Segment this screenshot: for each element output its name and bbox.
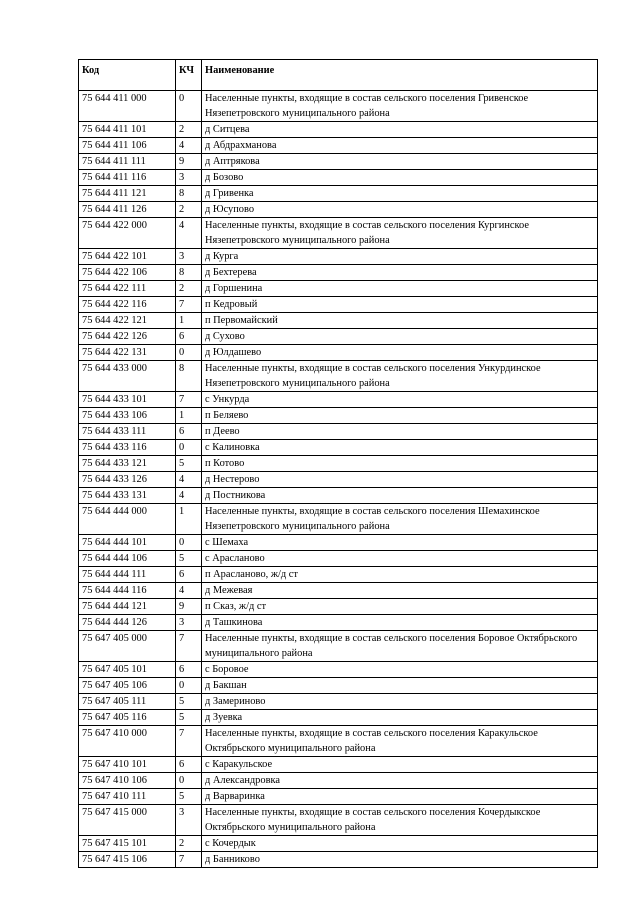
cell-name: д Ситцева — [202, 122, 598, 138]
cell-code: 75 644 411 000 — [79, 91, 176, 122]
table-row — [79, 836, 598, 852]
cell-kch: 7 — [176, 852, 202, 868]
cell-code: 75 647 405 000 — [79, 631, 176, 662]
cell-kch: 7 — [176, 726, 202, 757]
cell-kch: 9 — [176, 154, 202, 170]
cell-code: 75 644 444 121 — [79, 599, 176, 615]
cell-kch: 0 — [176, 91, 202, 122]
cell-name: Населенные пункты, входящие в состав сельского поселения Кочердыкское Октябрьского муниципального района — [202, 805, 598, 836]
table-row — [79, 805, 598, 836]
cell-code: 75 644 411 106 — [79, 138, 176, 154]
cell-code: 75 647 410 111 — [79, 789, 176, 805]
cell-code: 75 647 410 101 — [79, 757, 176, 773]
cell-name: д Бехтерева — [202, 265, 598, 281]
cell-kch: 6 — [176, 662, 202, 678]
cell-kch: 5 — [176, 694, 202, 710]
table-row — [79, 218, 598, 249]
cell-name: д Банниково — [202, 852, 598, 868]
cell-name: с Арасланово — [202, 551, 598, 567]
cell-kch: 5 — [176, 456, 202, 472]
cell-kch: 7 — [176, 631, 202, 662]
table-header-row — [79, 60, 598, 91]
cell-name: д Бакшан — [202, 678, 598, 694]
cell-kch: 4 — [176, 488, 202, 504]
cell-code: 75 644 433 131 — [79, 488, 176, 504]
table-row — [79, 631, 598, 662]
cell-name: п Котово — [202, 456, 598, 472]
table-row — [79, 472, 598, 488]
table-body — [79, 91, 598, 868]
table-row — [79, 694, 598, 710]
cell-name: д Абдрахманова — [202, 138, 598, 154]
cell-kch: 3 — [176, 805, 202, 836]
cell-kch: 8 — [176, 186, 202, 202]
cell-kch: 2 — [176, 202, 202, 218]
table-row — [79, 329, 598, 345]
cell-code: 75 644 444 126 — [79, 615, 176, 631]
cell-name: п Арасланово, ж/д ст — [202, 567, 598, 583]
header-name: Наименование — [202, 60, 598, 91]
cell-name: д Зуевка — [202, 710, 598, 726]
cell-name: Населенные пункты, входящие в состав сельского поселения Шемахинское Нязепетровского муниципального района — [202, 504, 598, 535]
table-row — [79, 662, 598, 678]
cell-kch: 4 — [176, 218, 202, 249]
table-row — [79, 599, 598, 615]
cell-kch: 6 — [176, 424, 202, 440]
cell-code: 75 644 422 121 — [79, 313, 176, 329]
table-row — [79, 265, 598, 281]
cell-name: с Калиновка — [202, 440, 598, 456]
cell-name: Населенные пункты, входящие в состав сельского поселения Каракульское Октябрьского муниципального района — [202, 726, 598, 757]
cell-name: д Варваринка — [202, 789, 598, 805]
table-row — [79, 186, 598, 202]
table-row — [79, 678, 598, 694]
table-row — [79, 170, 598, 186]
cell-kch: 1 — [176, 408, 202, 424]
header-kch: КЧ — [176, 60, 202, 91]
cell-name: д Замериново — [202, 694, 598, 710]
table-row — [79, 281, 598, 297]
cell-name: с Ункурда — [202, 392, 598, 408]
cell-name: д Александровка — [202, 773, 598, 789]
classifier-table — [78, 59, 598, 868]
table-row — [79, 91, 598, 122]
cell-code: 75 644 444 101 — [79, 535, 176, 551]
table-row — [79, 615, 598, 631]
cell-name: п Сказ, ж/д ст — [202, 599, 598, 615]
cell-kch: 0 — [176, 535, 202, 551]
table-row — [79, 297, 598, 313]
cell-kch: 0 — [176, 345, 202, 361]
cell-code: 75 644 422 126 — [79, 329, 176, 345]
cell-code: 75 644 433 121 — [79, 456, 176, 472]
cell-name: д Межевая — [202, 583, 598, 599]
cell-kch: 6 — [176, 567, 202, 583]
cell-code: 75 644 433 101 — [79, 392, 176, 408]
cell-code: 75 644 422 111 — [79, 281, 176, 297]
cell-code: 75 647 405 101 — [79, 662, 176, 678]
table-row — [79, 551, 598, 567]
cell-code: 75 644 411 101 — [79, 122, 176, 138]
table-row — [79, 583, 598, 599]
cell-code: 75 644 422 000 — [79, 218, 176, 249]
cell-kch: 5 — [176, 551, 202, 567]
cell-name: Населенные пункты, входящие в состав сельского поселения Кургинское Нязепетровского муниципального района — [202, 218, 598, 249]
cell-name: д Ташкинова — [202, 615, 598, 631]
cell-kch: 0 — [176, 440, 202, 456]
cell-name: д Аптрякова — [202, 154, 598, 170]
cell-code: 75 644 433 116 — [79, 440, 176, 456]
cell-kch: 2 — [176, 122, 202, 138]
table-row — [79, 249, 598, 265]
cell-kch: 6 — [176, 757, 202, 773]
table-row — [79, 392, 598, 408]
table-row — [79, 313, 598, 329]
cell-code: 75 644 422 106 — [79, 265, 176, 281]
cell-kch: 4 — [176, 138, 202, 154]
table-row — [79, 122, 598, 138]
table-row — [79, 757, 598, 773]
cell-code: 75 644 444 111 — [79, 567, 176, 583]
cell-code: 75 647 405 116 — [79, 710, 176, 726]
cell-name: д Нестерово — [202, 472, 598, 488]
table-row — [79, 773, 598, 789]
cell-name: с Шемаха — [202, 535, 598, 551]
cell-name: п Кедровый — [202, 297, 598, 313]
cell-name: д Горшенина — [202, 281, 598, 297]
table-row — [79, 535, 598, 551]
cell-code: 75 644 411 126 — [79, 202, 176, 218]
table-row — [79, 726, 598, 757]
cell-code: 75 647 415 106 — [79, 852, 176, 868]
header-code: Код — [79, 60, 176, 91]
cell-kch: 7 — [176, 392, 202, 408]
table-row — [79, 345, 598, 361]
cell-name: п Первомайский — [202, 313, 598, 329]
table-row — [79, 456, 598, 472]
cell-kch: 8 — [176, 265, 202, 281]
table-row — [79, 567, 598, 583]
cell-code: 75 647 415 101 — [79, 836, 176, 852]
cell-code: 75 644 422 101 — [79, 249, 176, 265]
cell-code: 75 644 444 116 — [79, 583, 176, 599]
cell-name: д Постникова — [202, 488, 598, 504]
cell-kch: 1 — [176, 504, 202, 535]
table-row — [79, 408, 598, 424]
table-row — [79, 202, 598, 218]
cell-code: 75 644 411 111 — [79, 154, 176, 170]
cell-code: 75 647 410 106 — [79, 773, 176, 789]
cell-code: 75 644 433 111 — [79, 424, 176, 440]
cell-name: Населенные пункты, входящие в состав сельского поселения Боровое Октябрьского муниципального района — [202, 631, 598, 662]
cell-kch: 0 — [176, 678, 202, 694]
cell-code: 75 644 433 000 — [79, 361, 176, 392]
cell-code: 75 644 411 121 — [79, 186, 176, 202]
cell-name: д Гривенка — [202, 186, 598, 202]
cell-kch: 8 — [176, 361, 202, 392]
table-row — [79, 440, 598, 456]
cell-code: 75 644 422 131 — [79, 345, 176, 361]
cell-kch: 3 — [176, 170, 202, 186]
table-row — [79, 361, 598, 392]
cell-kch: 5 — [176, 710, 202, 726]
cell-code: 75 644 444 106 — [79, 551, 176, 567]
table-row — [79, 138, 598, 154]
cell-kch: 5 — [176, 789, 202, 805]
cell-kch: 2 — [176, 281, 202, 297]
cell-kch: 1 — [176, 313, 202, 329]
table-row — [79, 154, 598, 170]
cell-name: д Бозово — [202, 170, 598, 186]
cell-kch: 2 — [176, 836, 202, 852]
cell-name: д Юлдашево — [202, 345, 598, 361]
cell-kch: 4 — [176, 472, 202, 488]
cell-kch: 3 — [176, 249, 202, 265]
table-row — [79, 789, 598, 805]
cell-name: д Юсупово — [202, 202, 598, 218]
cell-kch: 6 — [176, 329, 202, 345]
cell-kch: 4 — [176, 583, 202, 599]
cell-code: 75 647 415 000 — [79, 805, 176, 836]
cell-name: с Кочердык — [202, 836, 598, 852]
cell-code: 75 644 422 116 — [79, 297, 176, 313]
document-page — [78, 59, 597, 868]
cell-kch: 0 — [176, 773, 202, 789]
cell-name: п Беляево — [202, 408, 598, 424]
cell-code: 75 644 411 116 — [79, 170, 176, 186]
cell-code: 75 644 444 000 — [79, 504, 176, 535]
cell-kch: 3 — [176, 615, 202, 631]
cell-code: 75 644 433 126 — [79, 472, 176, 488]
cell-code: 75 647 405 111 — [79, 694, 176, 710]
cell-code: 75 644 433 106 — [79, 408, 176, 424]
cell-kch: 9 — [176, 599, 202, 615]
table-row — [79, 852, 598, 868]
table-row — [79, 710, 598, 726]
cell-name: д Курга — [202, 249, 598, 265]
cell-kch: 7 — [176, 297, 202, 313]
cell-code: 75 647 405 106 — [79, 678, 176, 694]
cell-name: д Сухово — [202, 329, 598, 345]
table-row — [79, 424, 598, 440]
cell-name: с Каракульское — [202, 757, 598, 773]
cell-name: Населенные пункты, входящие в состав сельского поселения Ункурдинское Нязепетровского муниципального района — [202, 361, 598, 392]
table-row — [79, 488, 598, 504]
cell-name: Населенные пункты, входящие в состав сельского поселения Гривенское Нязепетровского муниципального района — [202, 91, 598, 122]
cell-name: п Деево — [202, 424, 598, 440]
table-row — [79, 504, 598, 535]
cell-code: 75 647 410 000 — [79, 726, 176, 757]
cell-name: с Боровое — [202, 662, 598, 678]
